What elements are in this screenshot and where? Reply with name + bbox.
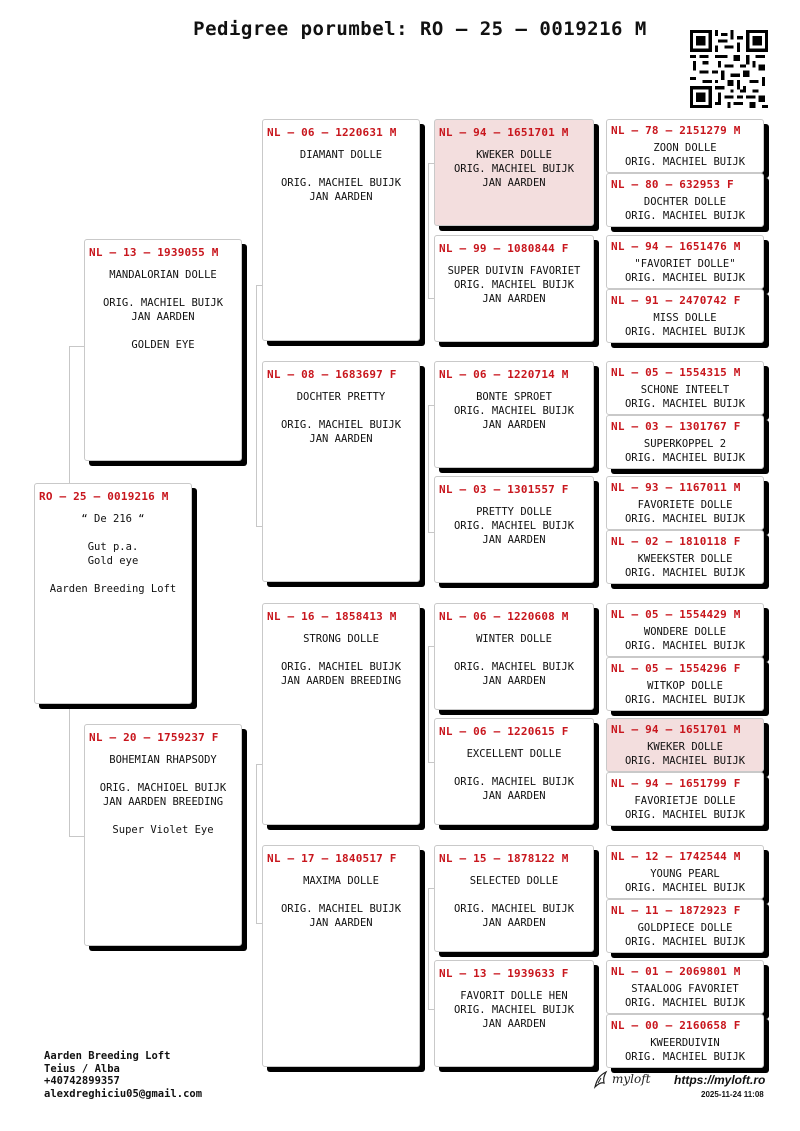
- pigeon-details: SCHONE INTEELT ORIG. MACHIEL BUIJK: [624, 384, 746, 410]
- ring-number: NL – 12 – 1742544 M: [611, 850, 741, 863]
- pigeon-details: BONTE SPROET ORIG. MACHIEL BUIJK JAN AARDEN: [453, 391, 575, 431]
- ring-number: NL – 06 – 1220615 F: [439, 725, 569, 738]
- pigeon-details: STAALOOG FAVORIET ORIG. MACHIEL BUIJK: [624, 983, 746, 1009]
- pigeon-card-ggp-5[interactable]: [434, 603, 594, 710]
- pigeon-card-grandparent-1[interactable]: [262, 119, 420, 341]
- ring-number: NL – 94 – 1651701 M: [611, 723, 741, 736]
- pigeon-card-g4-2[interactable]: [606, 173, 764, 227]
- ring-number: NL – 02 – 1810118 F: [611, 535, 741, 548]
- pigeon-card-subject[interactable]: [34, 483, 192, 704]
- pigeon-card-g4-8[interactable]: [606, 530, 764, 584]
- breeder-name: Aarden Breeding Loft: [44, 1050, 171, 1062]
- ring-number: NL – 06 – 1220714 M: [439, 368, 569, 381]
- ring-number: NL – 78 – 2151279 M: [611, 124, 741, 137]
- pigeon-details: YOUNG PEARL ORIG. MACHIEL BUIJK: [624, 868, 746, 894]
- pigeon-details: "FAVORIET DOLLE" ORIG. MACHIEL BUIJK: [624, 258, 746, 284]
- pigeon-card-g4-7[interactable]: [606, 476, 764, 530]
- pigeon-card-ggp-8[interactable]: [434, 960, 594, 1067]
- pigeon-card-g4-10[interactable]: [606, 657, 764, 711]
- page-title: Pedigree porumbel: RO – 25 – 0019216 M: [193, 18, 647, 40]
- pigeon-details: FAVORIT DOLLE HEN ORIG. MACHIEL BUIJK JAN AARDEN: [453, 990, 575, 1030]
- pigeon-details: WINTER DOLLE ORIG. MACHIEL BUIJK JAN AARDEN: [453, 633, 575, 687]
- pigeon-details: SUPERKOPPEL 2 ORIG. MACHIEL BUIJK: [624, 438, 746, 464]
- pigeon-card-dam[interactable]: [84, 724, 242, 946]
- ring-number: NL – 00 – 2160658 F: [611, 1019, 741, 1032]
- pigeon-details: SELECTED DOLLE ORIG. MACHIEL BUIJK JAN AARDEN: [453, 875, 575, 929]
- ring-number: NL – 13 – 1939055 M: [89, 246, 219, 259]
- pigeon-details: FAVORIETE DOLLE ORIG. MACHIEL BUIJK: [624, 499, 746, 525]
- ring-number: NL – 13 – 1939633 F: [439, 967, 569, 980]
- breeder-email: alexdreghiciu05@gmail.com: [44, 1087, 203, 1100]
- pigeon-card-g4-12[interactable]: [606, 772, 764, 826]
- pigeon-card-ggp-7[interactable]: [434, 845, 594, 952]
- pigeon-details: WONDERE DOLLE ORIG. MACHIEL BUIJK: [624, 626, 746, 652]
- breeder-location: Teius / Alba: [44, 1062, 120, 1075]
- pigeon-details: “ De 216 “ Gut p.a. Gold eye Aarden Breeding Loft: [49, 513, 177, 595]
- pigeon-card-g4-3[interactable]: [606, 235, 764, 289]
- pigeon-card-grandparent-2[interactable]: [262, 361, 420, 582]
- pigeon-details: KWEERDUIVIN ORIG. MACHIEL BUIJK: [624, 1037, 746, 1063]
- pigeon-card-ggp-1[interactable]: [434, 119, 594, 226]
- ring-number: RO – 25 – 0019216 M: [39, 490, 169, 503]
- breeder-phone: +40742899357: [44, 1075, 120, 1087]
- print-date: 2025-11-24 11:08: [701, 1090, 764, 1099]
- pigeon-details: STRONG DOLLE ORIG. MACHIEL BUIJK JAN AARDEN BREEDING: [280, 633, 402, 687]
- pigeon-details: MANDALORIAN DOLLE ORIG. MACHIEL BUIJK JAN AARDEN GOLDEN EYE: [102, 269, 224, 351]
- pigeon-card-g4-13[interactable]: [606, 845, 764, 899]
- qr-code: [690, 30, 768, 108]
- ring-number: NL – 17 – 1840517 F: [267, 852, 397, 865]
- pigeon-card-ggp-6[interactable]: [434, 718, 594, 825]
- ring-number: NL – 08 – 1683697 F: [267, 368, 397, 381]
- ring-number: NL – 20 – 1759237 F: [89, 731, 219, 744]
- ring-number: NL – 94 – 1651476 M: [611, 240, 741, 253]
- pigeon-card-grandparent-4[interactable]: [262, 845, 420, 1067]
- pigeon-logo-icon: [592, 1070, 610, 1090]
- pigeon-details: KWEEKSTER DOLLE ORIG. MACHIEL BUIJK: [624, 553, 746, 579]
- ring-number: NL – 16 – 1858413 M: [267, 610, 397, 623]
- ring-number: NL – 99 – 1080844 F: [439, 242, 569, 255]
- ring-number: NL – 01 – 2069801 M: [611, 965, 741, 978]
- ring-number: NL – 03 – 1301557 F: [439, 483, 569, 496]
- pigeon-details: MISS DOLLE ORIG. MACHIEL BUIJK: [624, 312, 746, 338]
- breeder-contact: [44, 1050, 202, 1100]
- pigeon-card-sire[interactable]: [84, 239, 242, 461]
- pigeon-details: GOLDPIECE DOLLE ORIG. MACHIEL BUIJK: [624, 922, 746, 948]
- brand-logo: myloft: [612, 1072, 651, 1086]
- pigeon-details: EXCELLENT DOLLE ORIG. MACHIEL BUIJK JAN AARDEN: [453, 748, 575, 802]
- pigeon-card-g4-15[interactable]: [606, 960, 764, 1014]
- pigeon-details: DOCHTER PRETTY ORIG. MACHIEL BUIJK JAN AARDEN: [280, 391, 402, 445]
- pigeon-card-g4-9[interactable]: [606, 603, 764, 657]
- pigeon-details: SUPER DUIVIN FAVORIET ORIG. MACHIEL BUIJK JAN AARDEN: [447, 265, 581, 305]
- pigeon-card-g4-6[interactable]: [606, 415, 764, 469]
- pigeon-card-g4-4[interactable]: [606, 289, 764, 343]
- ring-number: NL – 94 – 1651701 M: [439, 126, 569, 139]
- pigeon-card-g4-16[interactable]: [606, 1014, 764, 1068]
- pigeon-card-ggp-4[interactable]: [434, 476, 594, 583]
- ring-number: NL – 05 – 1554429 M: [611, 608, 741, 621]
- ring-number: NL – 05 – 1554296 F: [611, 662, 741, 675]
- pigeon-card-ggp-2[interactable]: [434, 235, 594, 342]
- pigeon-details: KWEKER DOLLE ORIG. MACHIEL BUIJK JAN AARDEN: [453, 149, 575, 189]
- pigeon-card-g4-11[interactable]: [606, 718, 764, 772]
- ring-number: NL – 03 – 1301767 F: [611, 420, 741, 433]
- website-link[interactable]: https://myloft.ro: [674, 1073, 766, 1087]
- pigeon-details: PRETTY DOLLE ORIG. MACHIEL BUIJK JAN AARDEN: [453, 506, 575, 546]
- ring-number: NL – 11 – 1872923 F: [611, 904, 741, 917]
- pigeon-card-grandparent-3[interactable]: [262, 603, 420, 825]
- pigeon-card-g4-5[interactable]: [606, 361, 764, 415]
- ring-number: NL – 94 – 1651799 F: [611, 777, 741, 790]
- ring-number: NL – 15 – 1878122 M: [439, 852, 569, 865]
- pigeon-card-g4-14[interactable]: [606, 899, 764, 953]
- pigeon-details: ZOON DOLLE ORIG. MACHIEL BUIJK: [624, 142, 746, 168]
- ring-number: NL – 06 – 1220608 M: [439, 610, 569, 623]
- ring-number: NL – 06 – 1220631 M: [267, 126, 397, 139]
- ring-number: NL – 93 – 1167011 M: [611, 481, 741, 494]
- pigeon-details: WITKOP DOLLE ORIG. MACHIEL BUIJK: [624, 680, 746, 706]
- pigeon-card-ggp-3[interactable]: [434, 361, 594, 468]
- pigeon-details: BOHEMIAN RHAPSODY ORIG. MACHIOEL BUIJK JAN AARDEN BREEDING Super Violet Eye: [99, 754, 227, 836]
- pigeon-card-g4-1[interactable]: [606, 119, 764, 173]
- ring-number: NL – 91 – 2470742 F: [611, 294, 741, 307]
- pigeon-details: DOCHTER DOLLE ORIG. MACHIEL BUIJK: [624, 196, 746, 222]
- pigeon-details: FAVORIETJE DOLLE ORIG. MACHIEL BUIJK: [624, 795, 746, 821]
- pigeon-details: MAXIMA DOLLE ORIG. MACHIEL BUIJK JAN AARDEN: [280, 875, 402, 929]
- pigeon-details: DIAMANT DOLLE ORIG. MACHIEL BUIJK JAN AARDEN: [280, 149, 402, 203]
- pigeon-details: KWEKER DOLLE ORIG. MACHIEL BUIJK: [624, 741, 746, 767]
- ring-number: NL – 05 – 1554315 M: [611, 366, 741, 379]
- ring-number: NL – 80 – 632953 F: [611, 178, 734, 191]
